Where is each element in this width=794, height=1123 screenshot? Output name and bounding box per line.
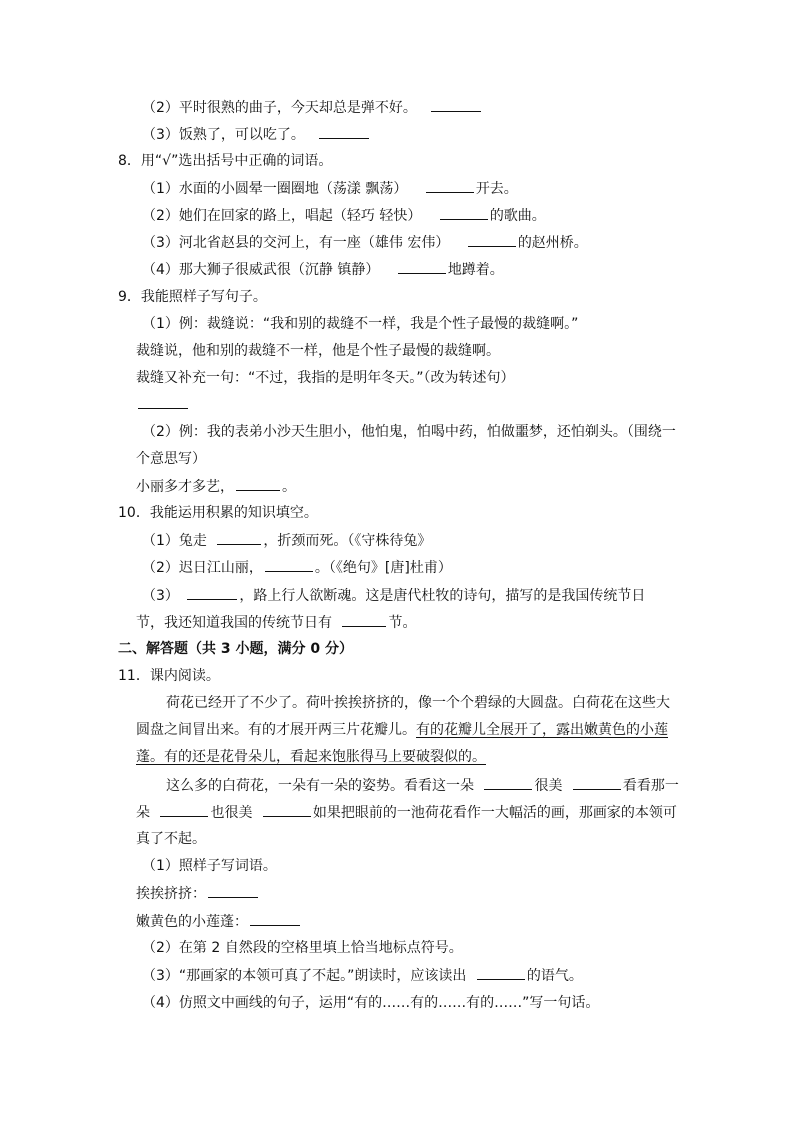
question-10-1-suffix: ，折颈而死。（《守株待兔》 [263, 533, 432, 549]
question-10-3-prefix: （3） [142, 588, 179, 604]
answer-blank[interactable] [319, 124, 369, 139]
passage-paragraph-1-line-3 [136, 747, 486, 767]
question-11-heading: 11．课内阅读。 [118, 668, 220, 684]
question-10-3-cont [136, 612, 416, 633]
underlined-sentence: 蓬。有的还是花骨朵儿，看起来饱胀得马上要破裂似的。 [136, 749, 486, 765]
question-9-1-example: （1）例：裁缝说：“我和别的裁缝不一样，我是个性子最慢的裁缝啊。” [142, 316, 579, 332]
question-10-3-cont-text: 节，我还知道我国的传统节日有 [136, 615, 332, 631]
question-10-3-text: ，路上行人欲断魂。这是唐代杜牧的诗句，描写的是我国传统节日 [239, 588, 646, 604]
passage-paragraph-2-line-2 [136, 802, 677, 823]
question-11-3-prefix: （3）“那画家的本领可真了不起。”朗读时，应该读出 [142, 968, 467, 984]
passage-paragraph-2-line-1 [166, 775, 679, 796]
question-8-1 [142, 178, 518, 199]
passage-paragraph-2-line-3: 真了不起。 [136, 831, 206, 847]
punctuation-blank[interactable] [160, 802, 208, 817]
question-8-2-text: （2）她们在回家的路上，唱起（轻巧 轻快） [142, 208, 422, 224]
question-8-4-text: （4）那大狮子很威武很（沉静 镇静） [142, 262, 380, 278]
question-11-1a [136, 883, 260, 904]
question-9-2-example: （2）例：我的表弟小沙天生胆小，他怕鬼，怕喝中药，怕做噩梦，还怕剃头。（围绕一 [142, 424, 676, 440]
question-8-3-suffix: 的赵州桥。 [517, 235, 588, 251]
answer-blank[interactable] [426, 178, 474, 193]
question-9-1-task: 裁缝又补充一句：“不过，我指的是明年冬天。”（改为转述句） [136, 370, 515, 386]
question-10-2 [142, 557, 452, 578]
question-8-1-text: （1）水面的小圆晕一圈圈地（荡漾 飘荡） [142, 181, 408, 197]
question-7-3-text: （3）饭熟了，可以吃了。 [142, 127, 305, 143]
question-8-1-suffix: 开去。 [475, 181, 518, 197]
answer-blank[interactable] [342, 612, 386, 627]
passage-text: 也很美 [210, 805, 253, 821]
answer-blank[interactable] [138, 394, 188, 409]
question-8-4-suffix: 地蹲着。 [447, 262, 504, 278]
question-8-2-suffix: 的歌曲。 [489, 208, 546, 224]
question-11-1a-prefix: 挨挨挤挤： [136, 886, 206, 902]
passage-text: 很美 [534, 778, 563, 794]
passage-text: 这么多的白荷花，一朵有一朵的姿势。看看这一朵 [166, 778, 474, 794]
question-7-3 [142, 124, 371, 145]
answer-blank[interactable] [398, 259, 446, 274]
answer-blank[interactable] [236, 476, 280, 491]
question-10-3 [142, 585, 645, 606]
question-9-2-task [136, 476, 296, 497]
answer-blank[interactable] [217, 530, 261, 545]
question-11-1b-prefix: 嫩黄色的小莲蓬： [136, 914, 248, 930]
question-7-2 [142, 97, 483, 118]
passage-text: 圆盘之间冒出来。有的才展开两三片花瓣儿。 [136, 722, 416, 738]
passage-text: 如果把眼前的一池荷花看作一大幅活的画，那画家的本领可 [312, 805, 677, 821]
answer-blank[interactable] [477, 965, 525, 980]
question-10-1 [142, 530, 431, 551]
question-11-3-suffix: 的语气。 [526, 968, 583, 984]
punctuation-blank[interactable] [263, 802, 311, 817]
question-8-3 [142, 232, 588, 253]
question-11-2: （2）在第 2 自然段的空格里填上恰当地标点符号。 [142, 940, 463, 956]
question-9-2-suffix: 。 [282, 479, 296, 495]
punctuation-blank[interactable] [484, 775, 532, 790]
answer-blank[interactable] [468, 232, 516, 247]
answer-blank[interactable] [265, 557, 313, 572]
passage-text: 看看那一 [622, 778, 679, 794]
question-9-1-answer [136, 394, 190, 415]
question-9-1-example-result: 裁缝说，他和别的裁缝不一样，他是个性子最慢的裁缝啊。 [136, 343, 500, 359]
question-9-heading: 9．我能照样子写句子。 [118, 289, 267, 305]
question-8-4 [142, 259, 504, 280]
question-9-2-example-cont: 个意思写） [136, 451, 206, 467]
passage-paragraph-1-line-2 [136, 720, 668, 740]
punctuation-blank[interactable] [573, 775, 621, 790]
question-11-1b [136, 911, 302, 932]
question-9-2-prefix: 小丽多才多艺， [136, 479, 234, 495]
answer-blank[interactable] [431, 97, 481, 112]
question-10-heading: 10．我能运用积累的知识填空。 [118, 505, 318, 521]
underlined-sentence: 有的花瓣儿全展开了，露出嫩黄色的小莲 [416, 722, 668, 738]
question-8-heading: 8．用“√”选出括号中正确的词语。 [118, 153, 333, 169]
question-7-2-text: （2）平时很熟的曲子，今天却总是弹不好。 [142, 100, 417, 116]
answer-blank[interactable] [250, 911, 300, 926]
question-10-2-prefix: （2）迟日江山丽， [142, 560, 263, 576]
question-8-2 [142, 205, 546, 226]
question-11-3 [142, 965, 583, 986]
question-10-3-suffix: 节。 [388, 615, 417, 631]
question-10-2-suffix: 。（《绝句》[唐]杜甫） [314, 560, 452, 576]
question-10-1-prefix: （1）兔走 [142, 533, 207, 549]
question-8-3-text: （3）河北省赵县的交河上，有一座（雄伟 宏伟） [142, 235, 450, 251]
passage-text: 朵 [136, 805, 150, 821]
question-11-4: （4）仿照文中画线的句子，运用“有的……有的……有的……”写一句话。 [142, 995, 600, 1011]
section-2-heading: 二、解答题（共 3 小题，满分 0 分） [118, 641, 353, 657]
answer-blank[interactable] [187, 585, 237, 600]
answer-blank[interactable] [208, 883, 258, 898]
question-11-1: （1）照样子写词语。 [142, 858, 277, 874]
answer-blank[interactable] [440, 205, 488, 220]
passage-paragraph-1-line-1: 荷花已经开了不少了。荷叶挨挨挤挤的，像一个个碧绿的大圆盘。白荷花在这些大 [166, 695, 670, 711]
